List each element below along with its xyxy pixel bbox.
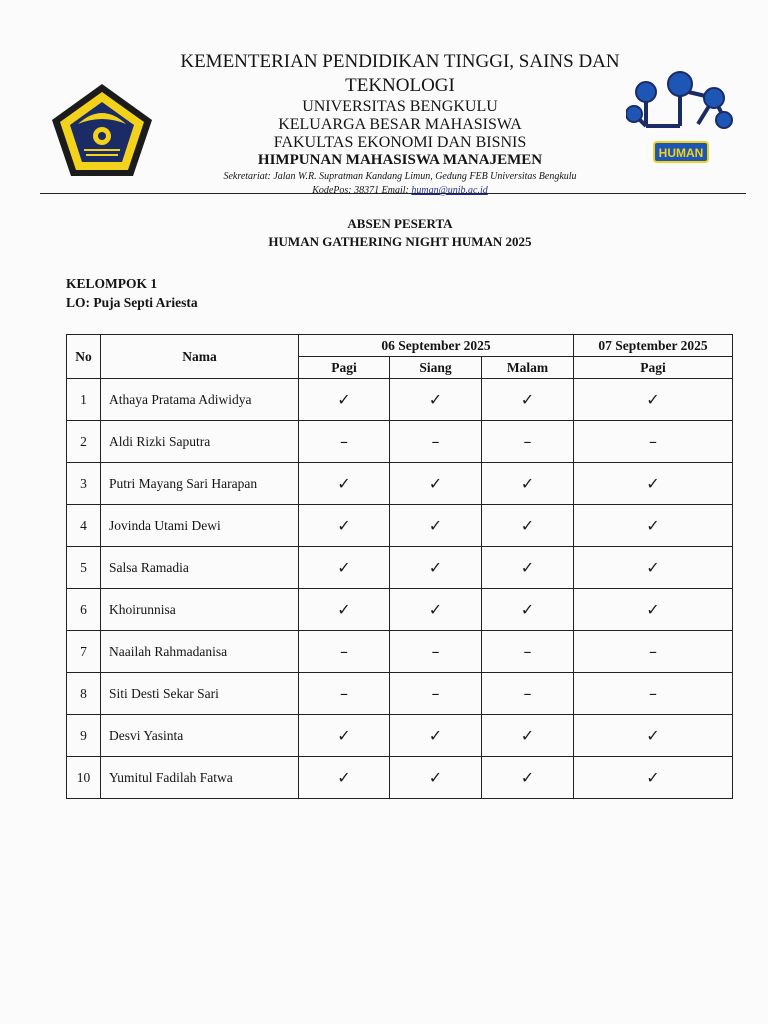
attendance-cell [482,757,574,799]
check-mark-icon: ✓ [646,768,660,787]
check-mark-icon: ✓ [646,726,660,745]
attendance-cell [482,589,574,631]
check-mark-icon: ✓ [337,726,351,745]
email-link[interactable]: human@unib.ac.id [411,185,488,196]
participant-name: Siti Desti Sekar Sari [101,673,299,715]
association-name: HIMPUNAN MAHASISWA MANAJEMEN [257,152,543,168]
address-line: Sekretariat: Jalan W.R. Supratman Kandang Limun, Gedung FEB Universitas Bengkulu [223,171,577,182]
group-name: KELOMPOK 1 [66,276,158,291]
row-number: 2 [67,421,101,463]
dash-mark-icon: – [523,642,532,661]
check-mark-icon: ✓ [520,516,535,535]
attendance-cell [390,757,482,799]
attendance-cell [390,547,482,589]
attendance-cell [482,631,574,673]
attendance-cell [482,379,574,421]
human-logo-text: HUMAN [658,146,704,160]
attendance-table [66,334,733,799]
header-session-pagi: Pagi [299,357,390,379]
letterhead-divider [40,193,746,194]
participant-name: Jovinda Utami Dewi [101,505,299,547]
attendance-cell [574,547,733,589]
attendance-cell [574,715,733,757]
dash-mark-icon: – [340,684,348,703]
dash-mark-icon: – [523,432,532,451]
attendance-cell [390,379,482,421]
attendance-cell [482,715,574,757]
check-mark-icon: ✓ [337,516,351,535]
attendance-cell [299,463,390,505]
row-number: 6 [67,589,101,631]
dash-mark-icon: – [649,684,657,703]
check-mark-icon: ✓ [646,600,660,619]
attendance-cell [299,715,390,757]
attendance-cell [482,547,574,589]
attendance-cell [299,589,390,631]
table-row [67,757,733,799]
attendance-cell [482,421,574,463]
table-row [67,589,733,631]
table-row [67,421,733,463]
attendance-cell [390,631,482,673]
title-line-2: HUMAN GATHERING NIGHT HUMAN 2025 [268,234,532,249]
table-row [67,463,733,505]
attendance-cell [574,421,733,463]
attendance-cell [299,673,390,715]
dash-mark-icon: – [649,432,657,451]
attendance-cell [482,463,574,505]
check-mark-icon: ✓ [337,768,351,787]
table-row [67,547,733,589]
attendance-cell [390,505,482,547]
check-mark-icon: ✓ [428,768,443,787]
title-line-1: ABSEN PESERTA [347,216,453,231]
attendance-cell [574,463,733,505]
attendance-cell [390,421,482,463]
attendance-cell [390,463,482,505]
human-logo-icon [626,68,734,172]
attendance-cell [574,757,733,799]
row-number: 3 [67,463,101,505]
check-mark-icon: ✓ [337,600,351,619]
attendance-cell [299,505,390,547]
header-session-siang: Siang [390,357,482,379]
header-session-malam: Malam [482,357,574,379]
check-mark-icon: ✓ [428,516,443,535]
header-name: Nama [101,335,299,379]
header-no: No [67,335,101,379]
header-date-1: 06 September 2025 [299,335,574,357]
table-row [67,673,733,715]
faculty-name: FAKULTAS EKONOMI DAN BISNIS [273,134,527,151]
attendance-cell [574,673,733,715]
postal-prefix: KodePos: 38371 Email: [312,185,412,196]
university-logo-icon [48,80,156,180]
participant-name: Aldi Rizki Saputra [101,421,299,463]
attendance-cell [574,379,733,421]
letterhead-text [150,50,650,197]
dash-mark-icon: – [340,432,348,451]
check-mark-icon: ✓ [520,558,535,577]
table-row [67,505,733,547]
dash-mark-icon: – [523,684,532,703]
attendance-cell [574,631,733,673]
check-mark-icon: ✓ [520,474,535,493]
ministry-name: KEMENTERIAN PENDIDIKAN TINGGI, SAINS DAN [180,51,620,72]
participant-name: Desvi Yasinta [101,715,299,757]
group-info [66,274,198,312]
check-mark-icon: ✓ [428,558,443,577]
participant-name: Khoirunnisa [101,589,299,631]
row-number: 4 [67,505,101,547]
attendance-cell [390,589,482,631]
attendance-cell [299,547,390,589]
attendance-cell [482,505,574,547]
row-number: 1 [67,379,101,421]
student-family-name: KELUARGA BESAR MAHASISWA [278,116,522,133]
check-mark-icon: ✓ [520,726,535,745]
row-number: 10 [67,757,101,799]
letterhead [0,0,768,200]
row-number: 7 [67,631,101,673]
header-date-2: 07 September 2025 [574,335,733,357]
attendance-rows [67,379,733,799]
check-mark-icon: ✓ [428,390,443,409]
dash-mark-icon: – [431,432,440,451]
dash-mark-icon: – [340,642,348,661]
row-number: 9 [67,715,101,757]
check-mark-icon: ✓ [646,558,660,577]
table-row [67,631,733,673]
check-mark-icon: ✓ [646,516,660,535]
check-mark-icon: ✓ [520,390,535,409]
dash-mark-icon: – [431,642,440,661]
attendance-cell [574,505,733,547]
check-mark-icon: ✓ [646,390,660,409]
participant-name: Athaya Pratama Adiwidya [101,379,299,421]
header-session-pagi-day2: Pagi [574,357,733,379]
attendance-cell [482,673,574,715]
attendance-cell [299,421,390,463]
attendance-cell [574,589,733,631]
check-mark-icon: ✓ [337,558,351,577]
participant-name: Salsa Ramadia [101,547,299,589]
attendance-cell [390,715,482,757]
dash-mark-icon: – [431,684,440,703]
attendance-cell [299,757,390,799]
liaison-officer: LO: Puja Septi Ariesta [66,295,198,310]
table-row [67,379,733,421]
row-number: 8 [67,673,101,715]
check-mark-icon: ✓ [646,474,660,493]
postal-line [150,185,650,197]
attendance-cell [299,379,390,421]
attendance-cell [299,631,390,673]
check-mark-icon: ✓ [337,390,351,409]
ministry-name-cont: TEKNOLOGI [345,75,455,96]
participant-name: Naailah Rahmadanisa [101,631,299,673]
participant-name: Yumitul Fadilah Fatwa [101,757,299,799]
check-mark-icon: ✓ [428,726,443,745]
university-name: UNIVERSITAS BENGKULU [302,98,498,115]
document-title [150,215,650,251]
dash-mark-icon: – [649,642,657,661]
table-row [67,715,733,757]
check-mark-icon: ✓ [428,600,443,619]
participant-name: Putri Mayang Sari Harapan [101,463,299,505]
check-mark-icon: ✓ [428,474,443,493]
check-mark-icon: ✓ [337,474,351,493]
check-mark-icon: ✓ [520,600,535,619]
row-number: 5 [67,547,101,589]
attendance-cell [390,673,482,715]
check-mark-icon: ✓ [520,768,535,787]
